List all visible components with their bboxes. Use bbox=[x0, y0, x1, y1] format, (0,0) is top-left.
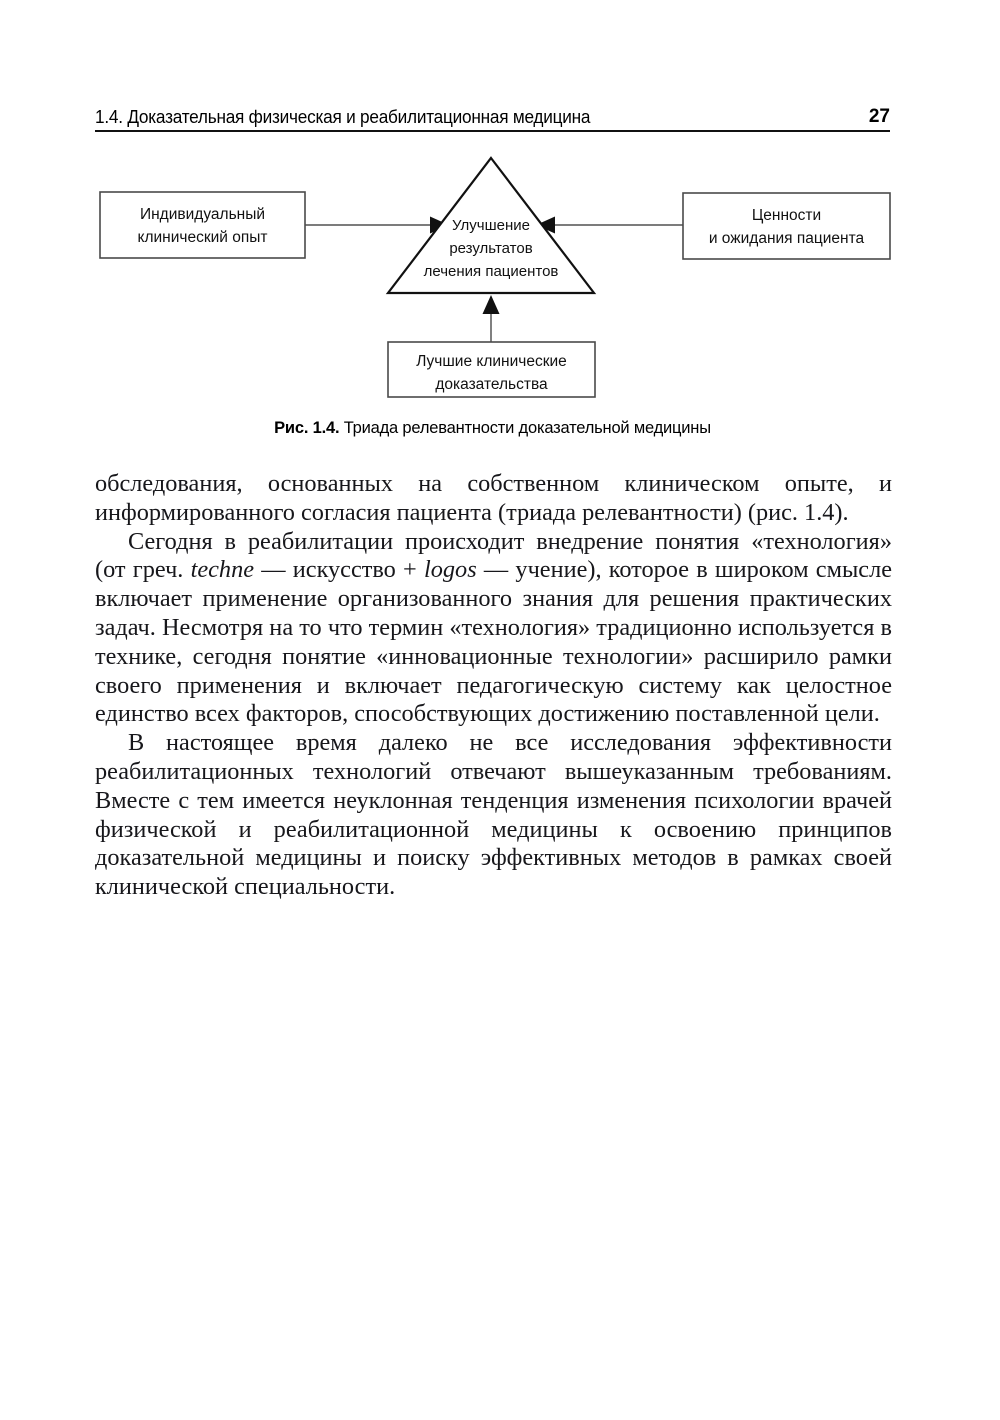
bottom-box-label-line2: доказательства bbox=[435, 376, 548, 393]
triangle-label-line3: лечения пациентов bbox=[423, 263, 559, 280]
right-box-label-line1: Ценности bbox=[751, 207, 822, 224]
right-box-label-line2: и ожидания пациента bbox=[708, 230, 865, 247]
figure-caption-number: Рис. 1.4. bbox=[274, 419, 340, 437]
right-box-shape bbox=[683, 193, 890, 259]
paragraph-3: В настоящее время далеко не все исследования эффективности реабилитационных технологий отвечают вышеуказанным требованиям. Вместе с тем имеется неуклонная тенденция изменения психологии врачей физической и реабилитационной медицины к освоению принципов доказательной медицины и поиску эффективных методов в рамках своей клинической специальности. bbox=[95, 729, 892, 901]
triangle-label-line1: Улучшение bbox=[452, 217, 530, 234]
left-box-shape bbox=[100, 192, 305, 258]
left-box-label-line2: клинический опыт bbox=[137, 229, 268, 246]
page-header bbox=[95, 98, 890, 132]
page-number: 27 bbox=[868, 106, 890, 127]
term-logos: logos bbox=[424, 556, 477, 584]
triangle-label-line2: результатов bbox=[449, 240, 533, 257]
term-techne: techne bbox=[190, 556, 255, 584]
paragraph-2-part-b: — искусство + bbox=[254, 556, 424, 584]
bottom-box-label-line1: Лучшие клинические bbox=[416, 353, 567, 370]
left-box-label-line1: Индивидуальный bbox=[139, 206, 266, 223]
figure-1-4-diagram bbox=[0, 148, 1000, 404]
paragraph-2-part-c: — учение), которое в широком смысле включает применение организованного знания для решения практических задач. Несмотря на то что термин «технология» традиционно используется в технике, сегодня понятие «инновационные технологии» расширило рамки своего применения и включает педагогическую систему как целостное единство всех факторов, способствующих достижению поставленной цели. bbox=[95, 556, 892, 728]
arrowhead-bottom-icon bbox=[483, 295, 500, 314]
paragraph-2 bbox=[95, 528, 892, 730]
body-text bbox=[95, 470, 892, 902]
running-head-title: 1.4. Доказательная физическая и реабилитационная медицина bbox=[95, 105, 591, 127]
figure-caption bbox=[95, 419, 890, 438]
figure-caption-text: Триада релевантности доказательной медицины bbox=[339, 419, 711, 437]
paragraph-2-part-a: Сегодня в реабилитации происходит внедрение понятия «технология» (от греч. bbox=[95, 527, 892, 584]
paragraph-1: обследования, основанных на собственном клиническом опыте, и информированного согласия пациента (триада релевантности) (рис. 1.4). bbox=[95, 470, 892, 526]
